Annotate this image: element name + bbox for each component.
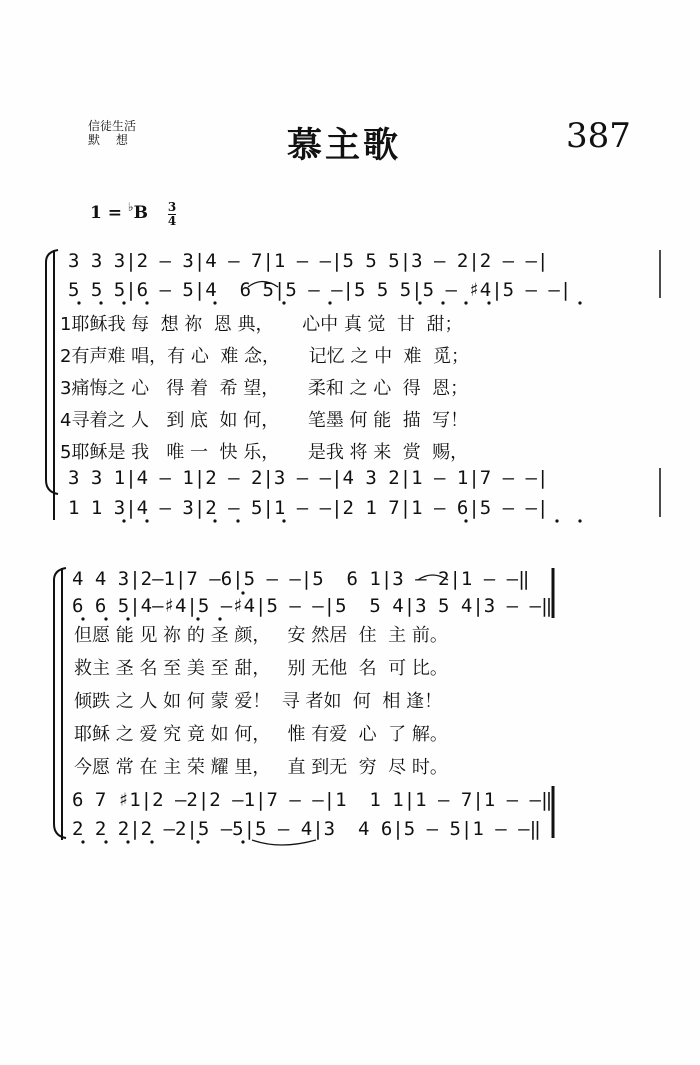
system1-tenor: 3 3 1|4 – 1|2 – 2|3 – –|4 3 2|1 – 1|7 – –|	[68, 467, 549, 489]
system1-soprano: 3 3 3|2 – 3|4 – 7|1 – –|5 5 5|3 – 2|2 – –|	[68, 250, 549, 272]
system2-verse-3: 倾跌 之 人 如 何 蒙 爱！ 寻 者如 何 相 逢！	[74, 691, 443, 712]
system1-bracket	[46, 250, 58, 494]
flat-sign: ♭	[127, 200, 134, 214]
system2-tenor: 6 7 ♯1|2 –2|2 –1|7 – –|1 1 1|1 – 7|1 – –‖	[72, 789, 553, 811]
system2-bass: 2 2 2|2 –2|5 –5|5 – 4|3 4 6|5 – 5|1 – –‖	[72, 818, 541, 840]
time-sig-bottom: 4	[167, 213, 177, 228]
system2-bracket	[54, 568, 66, 838]
slur-system2-bass	[252, 840, 316, 845]
slur-system2-alto	[418, 575, 448, 580]
key-letter: B	[133, 203, 148, 223]
octave-dots-system1-bass	[122, 519, 581, 522]
time-sig-top: 3	[167, 199, 177, 214]
system2-soprano: 4 4 3|2–1|7 –6|5 – –|5 6 1|3 – 2|1 – –‖	[72, 568, 530, 590]
system1-alto: 5 5 5|6 – 5|4 6 5|5 – –|5 5 5|5 – ♯4|5 – –|	[68, 279, 572, 301]
octave-dots-system1-alto	[77, 301, 581, 304]
subcategory-label: 默 想	[88, 133, 128, 147]
system1-verse-4: 4寻着之 人 到 底 如 何， 笔墨 何 能 描 写！	[60, 410, 469, 431]
system2-verse-4: 耶稣 之 爱 究 竟 如 何， 惟 有爱 心 了 解。	[74, 724, 448, 745]
category-label: 信徒生活	[88, 119, 137, 133]
slur-system1-alto	[248, 282, 278, 288]
system1-verse-2: 2有声难 唱，有 心 难 念， 记忆 之 中 难 觅；	[60, 346, 469, 367]
system2-verse-2: 救主 圣 名 至 美 至 甜， 别 无他 名 可 比。	[74, 658, 448, 679]
hymn-title: 慕主歌	[287, 126, 402, 166]
system2-verse-1: 但愿 能 见 祢 的 圣 颜， 安 然居 住 主 前。	[74, 625, 448, 646]
system1-bass: 1 1 3|4 – 3|2 – 5|1 – –|2 1 7|1 – 6|5 – –|	[68, 497, 549, 519]
hymn-number: 387	[566, 116, 631, 156]
octave-dots-system2	[81, 591, 244, 843]
system2-alto: 6 6 5|4–♯4|5 –♯4|5 – –|5 5 4|3 5 4|3 – –‖	[72, 595, 553, 617]
system1-verse-5: 5耶稣是 我 唯 一 快 乐， 是我 将 来 赏 赐，	[60, 442, 469, 463]
key-prefix: 1 =	[90, 203, 128, 223]
system1-verse-1: 1耶稣我 每 想 祢 恩 典， 心中 真 觉 甘 甜；	[60, 314, 463, 335]
system2-verse-5: 今愿 常 在 主 荣 耀 里， 直 到无 穷 尽 时。	[74, 757, 448, 778]
system1-verse-3: 3痛悔之 心 得 着 希 望， 柔和 之 心 得 恩；	[60, 378, 469, 399]
